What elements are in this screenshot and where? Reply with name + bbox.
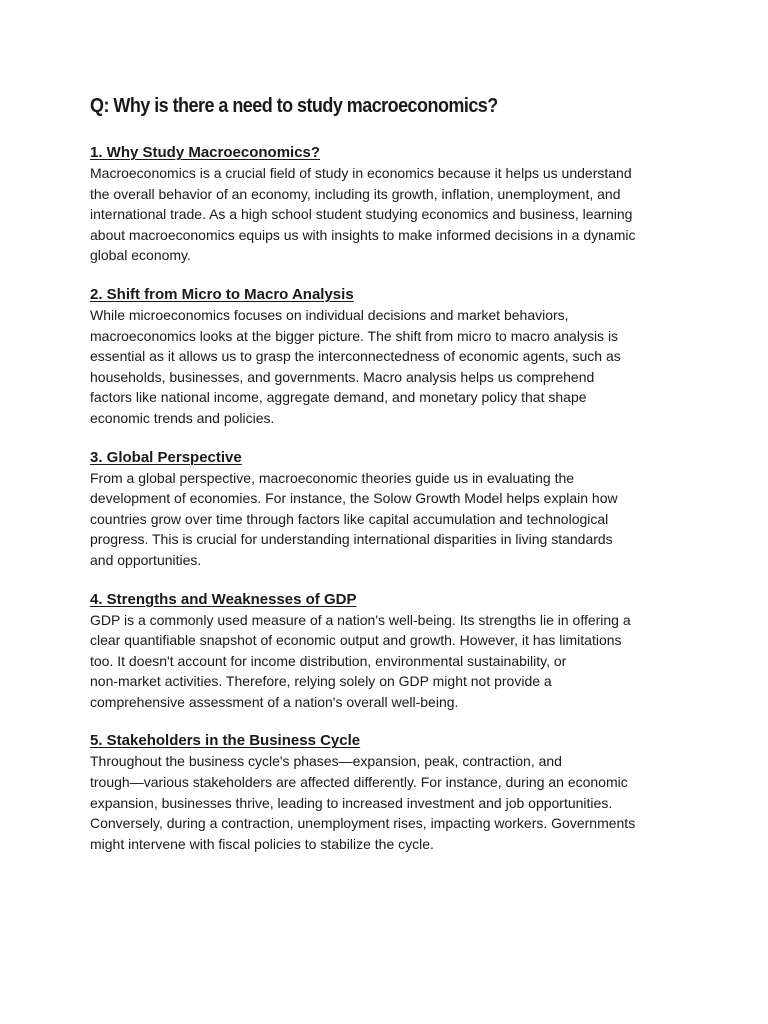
section-heading: 1. Why Study Macroeconomics? xyxy=(90,144,321,161)
section-heading: 5. Stakeholders in the Business Cycle xyxy=(90,732,361,750)
section-business-cycle xyxy=(90,731,686,854)
document-page xyxy=(90,92,686,873)
section-heading: 3. Global Perspective xyxy=(90,448,242,466)
section-global-perspective xyxy=(90,448,686,571)
section-body: Macroeconomics is a crucial field of study in economics because it helps us understand the overall behavior of an economy, including its growth, inflation, unemployment, and international trade. As a high school student studying economics and business, learning about macroeconomics equips us with insights to make informed decisions in a dynamic global economy. xyxy=(90,165,636,264)
section-body: From a global perspective, macroeconomic theories guide us in evaluating the development of economies. For instance, the Solow Growth Model helps explain how countries grow over time through factors like capital accumulation and technological progress. This is crucial for understanding international disparities in living standards and opportunities. xyxy=(90,469,618,568)
section-gdp xyxy=(90,590,686,713)
section-body: GDP is a commonly used measure of a nation's well-being. Its strengths lie in offering a clear quantifiable snapshot of economic output and growth. However, it has limitations too. It doesn't account for income distribution, environmental sustainability, or non-market activities. Therefore, relying solely on GDP might not provide a comprehensive assessment of a nation's overall well-being. xyxy=(90,611,631,710)
section-body: While microeconomics focuses on individual decisions and market behaviors, macroeconomics looks at the bigger picture. The shift from micro to macro analysis is essential as it allows us to grasp the interconnectedness of economic agents, such as households, businesses, and governments. Macro analysis helps us comprehend factors like national income, aggregate demand, and monetary policy that shape economic trends and policies. xyxy=(90,306,621,426)
section-heading: 4. Strengths and Weaknesses of GDP xyxy=(90,590,357,608)
section-heading: 2. Shift from Micro to Macro Analysis xyxy=(90,285,354,303)
section-body: Throughout the business cycle's phases—expansion, peak, contraction, and trough—various stakeholders are affected differently. For instance, during an economic expansion, businesses thrive, leading to increased investment and job opportunities. Conversely, during a contraction, unemployment rises, impacting workers. Governments might intervene with fiscal policies to stabilize the cycle. xyxy=(90,753,636,852)
section-why-study xyxy=(90,143,686,266)
document-title: Q: Why is there a need to study macroeconomics? xyxy=(90,95,498,117)
section-micro-to-macro xyxy=(90,285,686,429)
